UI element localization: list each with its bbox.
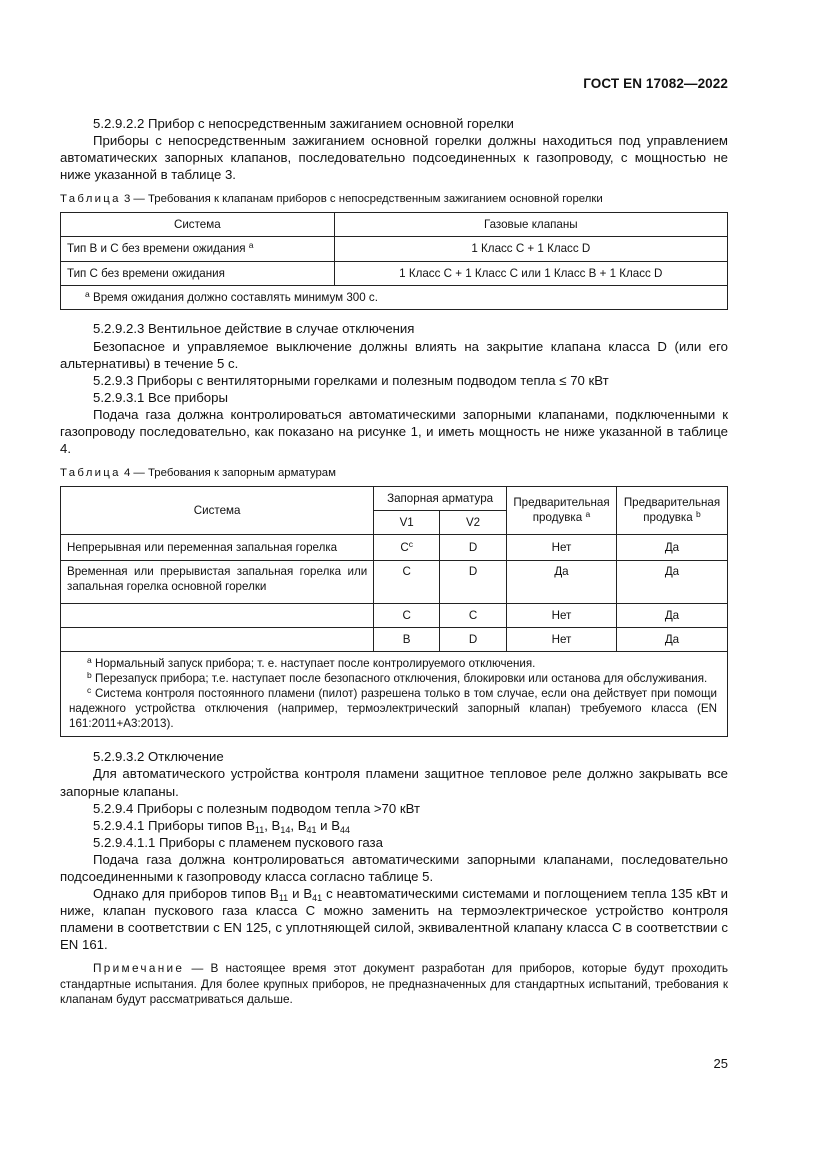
table4-cell-v1: B	[374, 628, 440, 652]
table3-caption-text: 3 — Требования к клапанам приборов с непосредственным зажиганием основной горелки	[123, 193, 603, 206]
table4-header-system: Система	[61, 487, 374, 535]
table4-header-prepurge-a: Предварительная продувка $^a$	[506, 487, 616, 535]
table3-cell-system: Тип В и С без времени ожидания $^a$	[61, 237, 335, 262]
section-52931-text: Подача газа должна контролироваться автоматическими запорными клапанами, подключенными к газопроводу последовательно, как показано на рисунке 1, и иметь мощность не ниже указанной в таблице 4.	[60, 406, 728, 457]
table4-header-v2: V2	[440, 511, 507, 535]
table4-header-row	[61, 487, 728, 511]
document-header: ГОСТ EN 17082—2022	[583, 76, 728, 91]
table4-cell-prepurge-b: Да	[616, 604, 727, 628]
table4-cell-v2: D	[440, 628, 507, 652]
section-52941-title: 5.2.9.4.1 Приборы типов $B_{11}$, $B_{14}$, $B_{41}$ и $B_{44}$	[93, 817, 351, 835]
table4-cell-prepurge-a: Нет	[506, 604, 616, 628]
table-row	[61, 561, 728, 604]
table3-cell-system: Тип С без времени ожидания	[61, 262, 335, 286]
table4-cell-v1: C	[374, 561, 440, 604]
table4	[60, 486, 728, 737]
table-row	[61, 535, 728, 561]
table4-cell-system	[61, 628, 374, 652]
table3-header-valves: Газовые клапаны	[334, 213, 727, 237]
table4-cell-v1: $C^c$	[374, 535, 440, 561]
table3-cell-valves: 1 Класс C + 1 Класс D	[334, 237, 727, 262]
table4-cell-system: Временная или прерывистая запальная горелка или запальная горелка основной горелки	[61, 561, 374, 604]
table4-header-prepurge-b: Предварительная продувка $^b$	[616, 487, 727, 535]
table4-cell-prepurge-b: Да	[616, 561, 727, 604]
page-number: 25	[713, 1056, 728, 1071]
table4-cell-v2: D	[440, 561, 507, 604]
note-text: — В настоящее время этот документ разработан для приборов, которые будут проходить стандартные испытания. Для более крупных приборов, не предназначенных для стандартных испытаний, требования к клапанам будут рассматриваться дальше.	[60, 961, 728, 1007]
section-529411-title: 5.2.9.4.1.1 Приборы с пламенем пускового газа	[93, 834, 383, 850]
table4-caption-label: Таблица	[60, 467, 121, 480]
note-paragraph	[60, 961, 728, 1008]
footnote-ref: a	[248, 240, 254, 251]
table3-footnote-row	[61, 286, 728, 310]
table3-footnote: $^a$ Время ожидания должно составлять минимум 300 с.	[61, 286, 728, 310]
table4-cell-prepurge-a: Да	[506, 561, 616, 604]
table3	[60, 212, 728, 310]
table4-cell-prepurge-a: Нет	[506, 628, 616, 652]
section-52922-title: 5.2.9.2.2 Прибор с непосредственным зажиганием основной горелки	[93, 116, 514, 131]
table4-header-valves: Запорная арматура	[374, 487, 507, 511]
table3-header-row	[61, 213, 728, 237]
table4-cell-prepurge-b: Да	[616, 628, 727, 652]
section-529411-text1: Подача газа должна контролироваться автоматическими запорными клапанами, последовательно подсоединенными к газопроводу класса согласно таблице 5.	[60, 851, 728, 884]
table3-caption-label: Таблица	[60, 193, 121, 206]
table4-footnote-b: $^b$ Перезапуск прибора; т.е. наступает после безопасного отключения, блокировки или останова для обслуживания.	[87, 670, 708, 686]
table4-header-v1: V1	[374, 511, 440, 535]
table3-header-system: Система	[61, 213, 335, 237]
section-5293-title: 5.2.9.3 Приборы с вентиляторными горелками и полезным подводом тепла ≤ 70 кВт	[93, 372, 609, 388]
note-label: Примечание	[93, 961, 185, 976]
table-row	[61, 604, 728, 628]
section-52932-text: Для автоматического устройства контроля пламени защитное тепловое реле должно закрывать все запорные клапаны.	[60, 766, 728, 799]
table4-caption-text: 4 — Требования к запорным арматурам	[123, 467, 336, 480]
section-52922-text: Приборы с непосредственным зажиганием основной горелки должны находиться под управлением автоматических запорных клапанов, последовательно подсоединенных к газопроводу, с мощностью не ниже указанной в таблице 3.	[60, 133, 728, 183]
section-52931-title: 5.2.9.3.1 Все приборы	[93, 389, 228, 405]
table4-cell-v2: D	[440, 535, 507, 561]
table4-caption	[60, 465, 728, 482]
section-52932-title: 5.2.9.3.2 Отключение	[93, 749, 224, 765]
table4-cell-prepurge-b: Да	[616, 535, 727, 561]
table-row	[61, 262, 728, 286]
table3-caption	[60, 191, 728, 208]
table-row	[61, 628, 728, 652]
table4-cell-system	[61, 604, 374, 628]
table4-cell-v1: C	[374, 604, 440, 628]
table4-cell-prepurge-a: Нет	[506, 535, 616, 561]
document-body	[60, 115, 728, 1008]
table4-cell-v2: C	[440, 604, 507, 628]
section-529411-text2: Однако для приборов типов $B_{11}$ и $B_{41}$ с неавтоматическими системами и поглощением тепла 135 кВт и ниже, клапан пускового газа класса C можно заменить на термоэлектрическое устройство контроля пламени в соответствии с EN 125, с уплотняющей силой, эквивалентной клапану класса C в соответствии с EN 161.	[60, 886, 728, 953]
table4-footnotes	[61, 652, 728, 737]
table-row	[61, 237, 728, 262]
table4-footnote-a: $^a$ Нормальный запуск прибора; т. е. наступает после контролируемого отключения.	[87, 655, 536, 671]
table4-footnote-c: $^c$ Система контроля постоянного пламени (пилот) разрешена только в том случае, если она действует при помощи надежного устройства отключения (например, термоэлектрический запорный клапан) требуемого класса (EN 161:2011+A3:2013).	[69, 685, 717, 731]
table4-cell-system: Непрерывная или переменная запальная горелка	[61, 535, 374, 561]
section-52923-text: Безопасное и управляемое выключение должны влиять на закрытие клапана класса D (или его альтернативы) в течение 5 с.	[60, 338, 728, 371]
section-52923-title: 5.2.9.2.3 Вентильное действие в случае отключения	[93, 321, 415, 337]
section-5294-title: 5.2.9.4 Приборы с полезным подводом тепла >70 кВт	[93, 800, 421, 816]
table3-cell-valves: 1 Класс C + 1 Класс C или 1 Класс B + 1 Класс D	[334, 262, 727, 286]
table4-footnotes-row	[61, 652, 728, 737]
